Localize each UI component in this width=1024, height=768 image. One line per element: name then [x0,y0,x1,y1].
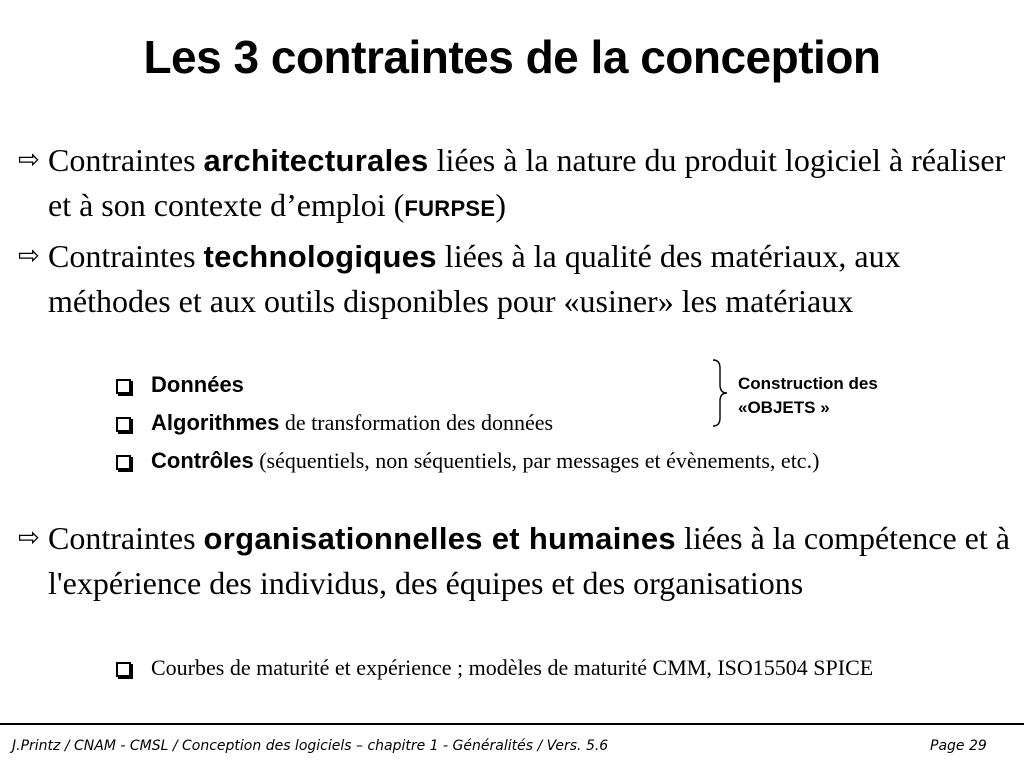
checkbox-bullet-icon [116,417,131,432]
slide-title: Les 3 contraintes de la conception [143,31,881,83]
sub-keyword: Algorithmes [151,410,280,435]
bullet-keyword: architecturales [203,143,429,178]
bullet-prefix: Contraintes [48,238,196,274]
bullet-text [48,234,1018,323]
checkbox-bullet-icon [116,662,131,677]
bullet-technological [18,234,1018,323]
bullet-architectural [18,138,1018,231]
side-note-line: Construction des [738,374,878,393]
bullet-text [48,138,1018,231]
footer-divider [0,723,1024,725]
bullet-keyword: organisationnelles et humaines [203,521,676,556]
bullet-text [48,516,1018,605]
sub-rest: de transformation des données [284,410,554,435]
sub-keyword: Données [151,372,244,397]
checkbox-bullet-icon [116,455,131,470]
sub-rest: (séquentiels, non séquentiels, par messages et évènements, etc.) [259,448,820,473]
outline-arrow-icon: ⇨ [18,241,40,271]
side-note-line: «OBJETS » [738,398,830,417]
sub-item-maturite [116,652,996,684]
bullet-prefix: Contraintes [48,142,196,178]
side-note [738,372,978,420]
footer-credit: J.Printz / CNAM - CMSL / Conception des logiciels – chapitre 1 - Généralités / Vers. 5.6 [12,738,609,754]
checkbox-bullet-icon [116,379,131,394]
bullet-rest-end: ) [495,187,507,223]
sub-keyword: Contrôles [151,448,254,473]
outline-arrow-icon: ⇨ [18,523,40,553]
sub-item-controles [116,445,996,477]
sub-rest: Courbes de maturité et expérience ; modèles de maturité CMM, ISO15504 SPICE [151,655,874,680]
bullet-rest: liées à la nature du produit logiciel à réaliser et à son contexte d’emploi ( [48,142,1006,223]
outline-arrow-icon: ⇨ [18,145,40,175]
bullet-keyword: technologiques [203,239,437,274]
acronym-furpse: FURPSE [404,196,496,221]
bullet-rest: liées à la compétence et à l'expérience des individus, des équipes et des organisations [48,520,1010,601]
bullet-rest: liées à la qualité des matériaux, aux méthodes et aux outils disponibles pour «usiner» les matériaux [48,238,901,319]
page-number: Page 29 [930,738,987,754]
bullet-organisational [18,516,1018,605]
bullet-prefix: Contraintes [48,520,196,556]
curly-brace-icon [707,358,733,428]
